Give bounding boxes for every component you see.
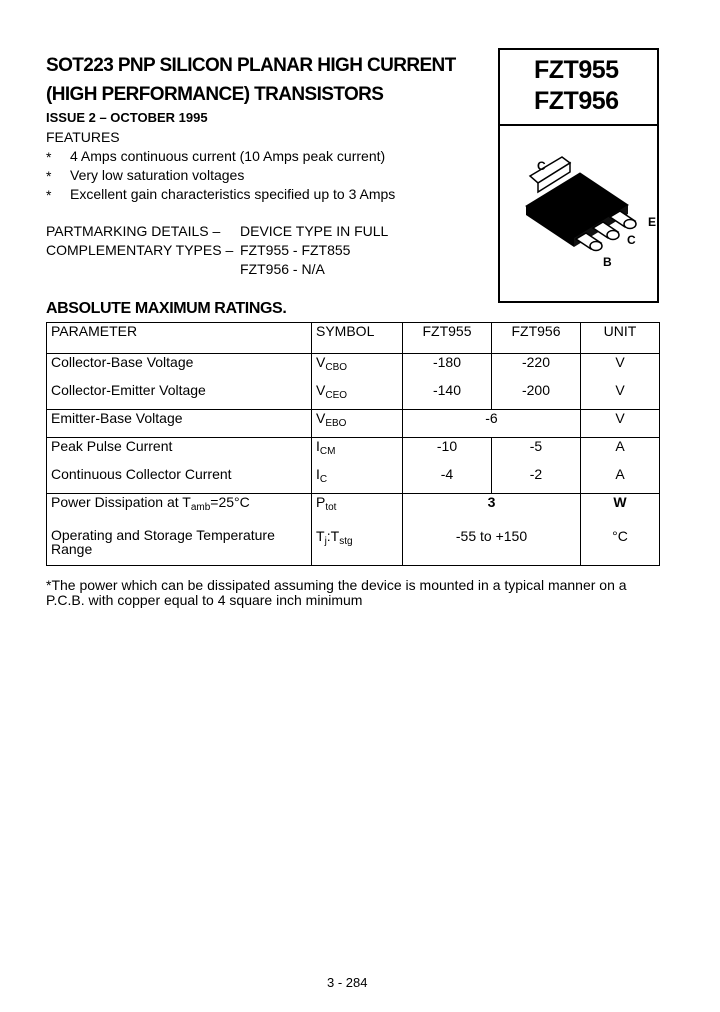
partmarking-value: DEVICE TYPE IN FULL bbox=[240, 223, 389, 239]
value-cell-fzt955: -10 bbox=[403, 438, 492, 466]
page-number: 3 - 284 bbox=[327, 975, 368, 990]
table-row bbox=[47, 410, 660, 438]
footnote-line: *The power which can be dissipated assuming the device is mounted in a typical manner on a bbox=[46, 577, 627, 593]
issue-date: ISSUE 2 – OCTOBER 1995 bbox=[46, 110, 208, 125]
value-cell-fzt956: -5 bbox=[492, 438, 581, 466]
part-number-fzt956: FZT956 bbox=[534, 87, 619, 115]
value-cell-fzt955: -180 bbox=[403, 354, 492, 382]
column-header: SYMBOL bbox=[312, 323, 403, 354]
parameter-cell: Emitter-Base Voltage bbox=[47, 410, 312, 438]
footnote-line: P.C.B. with copper equal to 4 square inch minimum bbox=[46, 592, 363, 608]
symbol-cell: $I_{CM}$ bbox=[312, 438, 403, 466]
features-heading: FEATURES bbox=[46, 129, 120, 145]
feature-item: Very low saturation voltages bbox=[70, 167, 245, 183]
feature-bullet: * bbox=[46, 187, 52, 203]
value-cell-fzt956: -2 bbox=[492, 466, 581, 494]
symbol-cell: $T_j:T_{stg}$ bbox=[312, 522, 403, 566]
table-row bbox=[47, 494, 660, 522]
part-number-fzt955: FZT955 bbox=[534, 56, 619, 84]
complementary-value: FZT955 - FZT855 bbox=[240, 242, 351, 258]
value-cell-fzt956: -200 bbox=[492, 382, 581, 410]
column-header: FZT956 bbox=[492, 323, 581, 354]
unit-cell: V bbox=[581, 382, 660, 410]
table-row bbox=[47, 438, 660, 466]
unit-cell: W bbox=[613, 494, 627, 510]
unit-cell: °C bbox=[612, 527, 628, 544]
title-line-1: SOT223 PNP SILICON PLANAR HIGH CURRENT bbox=[46, 55, 456, 76]
parameter-cell: Power Dissipation at $T_{amb}=25^\circ C$ bbox=[47, 494, 312, 522]
parameter-cell: Collector-Emitter Voltage bbox=[47, 382, 312, 410]
value-cell-shared: 3 bbox=[403, 494, 581, 522]
complementary-value: FZT956 - N/A bbox=[240, 261, 325, 277]
table-row bbox=[47, 382, 660, 410]
ratings-table bbox=[46, 322, 660, 566]
unit-cell: V bbox=[615, 354, 625, 370]
value-cell-shared: -6 bbox=[403, 410, 581, 438]
parameter-cell: Operating and Storage Temperature Range bbox=[47, 522, 312, 566]
symbol-cell: $I_C$ bbox=[312, 466, 403, 494]
symbol-cell: $P_{tot}$ bbox=[312, 494, 403, 522]
title-line-2: (HIGH PERFORMANCE) TRANSISTORS bbox=[46, 84, 384, 105]
sot223-package-icon bbox=[500, 126, 657, 301]
parameter-cell: Collector-Base Voltage bbox=[47, 354, 312, 382]
package-drawing-box bbox=[498, 126, 659, 303]
parameter-cell: Continuous Collector Current bbox=[47, 466, 312, 494]
value-cell-fzt956: -220 bbox=[492, 354, 581, 382]
symbol-cell: $V_{CEO}$ bbox=[312, 382, 403, 410]
table-row bbox=[47, 522, 660, 566]
unit-cell: A bbox=[615, 438, 625, 454]
value-cell-fzt955: -140 bbox=[403, 382, 492, 410]
partmarking-label: PARTMARKING DETAILS – bbox=[46, 223, 221, 239]
value-cell-fzt955: -4 bbox=[403, 466, 492, 494]
feature-item: Excellent gain characteristics specified up to 3 Amps bbox=[70, 186, 396, 202]
parameter-cell: Peak Pulse Current bbox=[47, 438, 312, 466]
pin-label-collector-tab: C bbox=[537, 159, 546, 173]
symbol-cell: $V_{EBO}$ bbox=[312, 410, 403, 438]
ratings-heading: ABSOLUTE MAXIMUM RATINGS. bbox=[46, 300, 287, 317]
column-header: PARAMETER bbox=[47, 323, 312, 354]
table-header-row bbox=[47, 323, 660, 354]
pin-label-base: B bbox=[603, 255, 612, 269]
unit-cell: A bbox=[581, 466, 660, 494]
symbol-cell: $V_{CBO}$ bbox=[312, 354, 403, 382]
complementary-label: COMPLEMENTARY TYPES – bbox=[46, 242, 234, 258]
feature-item: 4 Amps continuous current (10 Amps peak current) bbox=[70, 148, 386, 164]
pin-label-collector: C bbox=[627, 233, 636, 247]
footnote bbox=[46, 578, 627, 608]
column-header: FZT955 bbox=[403, 323, 492, 354]
part-number-box bbox=[498, 48, 659, 126]
feature-bullet: * bbox=[46, 149, 52, 165]
value-cell-shared: -55 to +150 bbox=[403, 522, 581, 566]
feature-bullet: * bbox=[46, 168, 52, 184]
table-row bbox=[47, 354, 660, 382]
unit-cell: V bbox=[581, 410, 660, 438]
table-row bbox=[47, 466, 660, 494]
pin-label-emitter: E bbox=[648, 215, 657, 229]
column-header: UNIT bbox=[581, 323, 660, 354]
